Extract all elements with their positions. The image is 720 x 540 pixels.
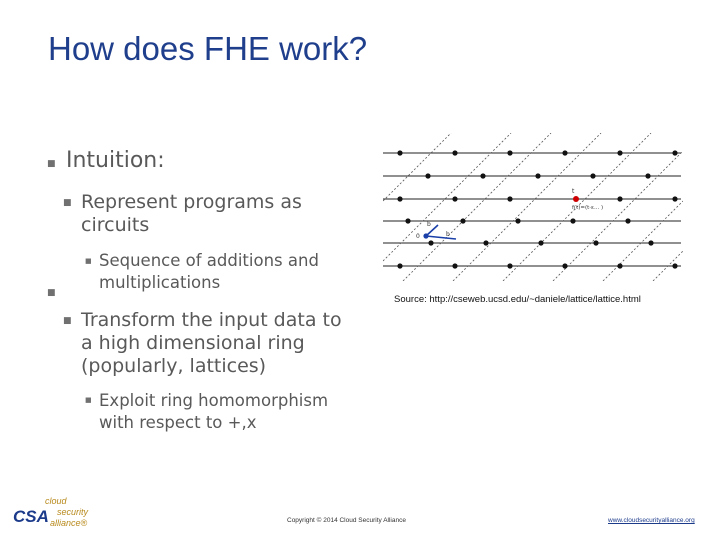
footer-website-link[interactable]: www.cloudsecurityalliance.org: [608, 517, 695, 524]
lattice-diagram: [383, 133, 683, 281]
source-caption: Source: http://cseweb.ucsd.edu/~daniele/lattice/lattice.html: [394, 294, 641, 305]
csa-logo: [12, 494, 102, 532]
logo-line-1: cloud: [45, 496, 67, 506]
logo-line-3: alliance®: [50, 518, 88, 528]
slide-title: How does FHE work?: [48, 30, 368, 67]
basis-label-1: b: [427, 221, 431, 228]
square-bullet-icon: ■: [47, 159, 56, 169]
square-bullet-icon: ■: [47, 288, 56, 298]
footer-copyright: Copyright © 2014 Cloud Security Alliance: [287, 517, 406, 524]
basis-label-2: b: [446, 231, 450, 238]
point-label: t: [572, 188, 575, 195]
square-bullet-icon: ■: [85, 257, 92, 265]
lattice-points: [397, 150, 677, 268]
square-bullet-icon: ■: [85, 396, 92, 404]
logo-abbr: CSA: [13, 507, 49, 526]
basis-vector-2: [426, 236, 456, 239]
bullet-intuition: Intuition:: [66, 148, 165, 173]
target-point: [573, 196, 579, 202]
horizontal-lines: [383, 153, 681, 266]
logo-line-2: security: [57, 507, 89, 517]
bullet-exploit: Exploit ring homomorphism with respect to +,x: [99, 391, 329, 432]
diagonal-lines: [383, 133, 683, 281]
bullet-transform: Transform the input data to a high dimensional ring (popularly, lattices): [81, 309, 342, 377]
square-bullet-icon: ■: [63, 316, 72, 326]
bullet-represent: Represent programs as circuits: [81, 191, 302, 236]
origin-point: [423, 233, 428, 238]
square-bullet-icon: ■: [63, 198, 72, 208]
bullet-sequence: Sequence of additions and multiplications: [99, 251, 319, 292]
origin-label: 0: [416, 233, 420, 240]
function-label: f(t)=(t·ε... ): [572, 205, 604, 211]
